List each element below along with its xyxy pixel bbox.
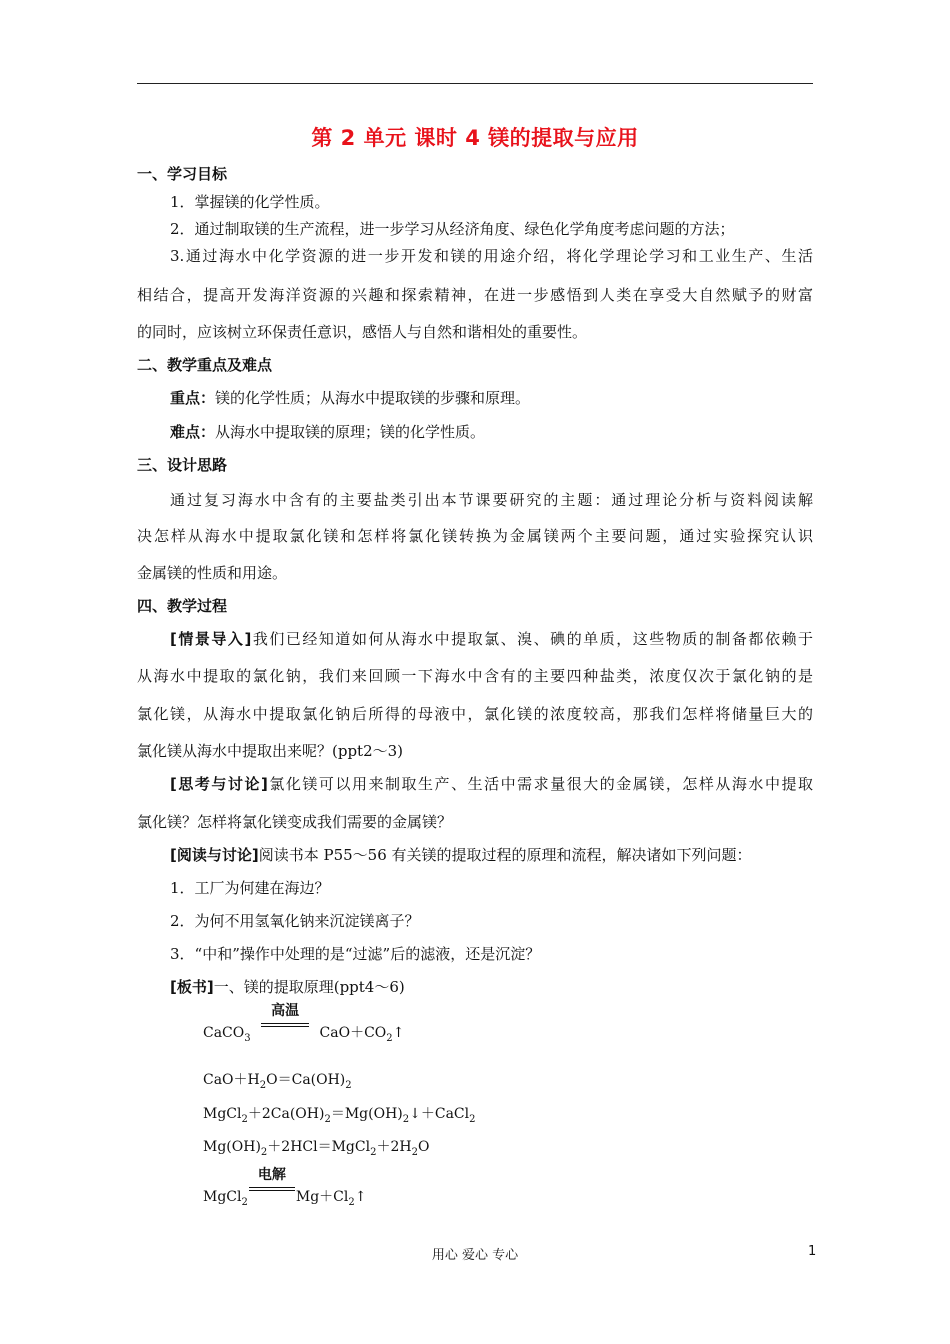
focus-label: 重点：	[170, 389, 216, 407]
design-line-3: 金属镁的性质和用途。	[137, 564, 288, 582]
eq4-part-c: ＋2H	[376, 1139, 412, 1155]
goal-3-line-3: 的同时，应该树立环保责任意识，感悟人与自然和谐相处的重要性。	[137, 323, 588, 341]
intro-text-1: 我们已经知道如何从海水中提取氯、溴、碘的单质，这些物质的制备都依赖于	[251, 630, 813, 648]
think-text-1: 氯化镁可以用来制取生产、生活中需求量很大的金属镁，怎样从海水中提取	[267, 775, 813, 793]
think-line-1	[170, 774, 813, 794]
goal-1: 1．掌握镁的化学性质。	[170, 193, 330, 211]
difficulty-line	[170, 422, 485, 442]
eq5-product-sub: 2	[348, 1196, 355, 1208]
eq3-part-b: ＋2Ca(OH)	[247, 1106, 325, 1122]
design-line-2: 决怎样从海水中提取氯化镁和怎样将氯化镁转换为金属镁两个主要问题，通过实验探究认识	[137, 527, 813, 545]
difficulty-label: 难点：	[170, 423, 216, 441]
question-3: 3．“中和”操作中处理的是“过滤”后的滤液，还是沉淀？	[170, 945, 541, 963]
board-label: [板书]	[170, 978, 214, 996]
eq5-gas-arrow: ↑	[354, 1189, 367, 1205]
equation-hydrochloric-acid	[203, 1137, 429, 1163]
goal-2: 2．通过制取镁的生产流程，进一步学习从经济角度、绿色化学角度考虑问题的方法；	[170, 220, 735, 238]
eq2-part-a: CaO＋H	[203, 1072, 260, 1088]
eq1-product: CaO＋CO	[319, 1025, 387, 1041]
goal-3-line-1: 3.通过海水中化学资源的进一步开发和镁的用途介绍，将化学理论学习和工业生产、生活	[170, 247, 813, 265]
intro-line-1	[170, 629, 813, 649]
header-rule	[137, 83, 813, 84]
eq5-product: Mg＋Cl	[295, 1189, 349, 1205]
eq1-reactant-sub: 3	[244, 1032, 251, 1044]
eq1-reactant: CaCO	[203, 1025, 245, 1041]
eq4-part-d: O	[417, 1139, 430, 1155]
equation-lime-water	[203, 1070, 352, 1096]
equation-electrolysis	[203, 1167, 367, 1213]
eq4-sub-3: 2	[411, 1146, 418, 1158]
section-heading-goals: 一、学习目标	[137, 165, 228, 183]
focus-text: 镁的化学性质；从海水中提取镁的步骤和原理。	[215, 389, 531, 407]
section-heading-process: 四、教学过程	[137, 597, 228, 615]
intro-line-2: 从海水中提取的氯化钠，我们来回顾一下海水中含有的主要四种盐类，浓度仅次于氯化钠的是	[137, 667, 813, 685]
section-heading-design: 三、设计思路	[137, 456, 228, 474]
eq1-condition-label: 高温	[271, 1003, 300, 1019]
eq2-sub-1: 2	[259, 1079, 267, 1091]
eq4-part-a: Mg(OH)	[203, 1139, 261, 1155]
eq1-condition	[261, 1003, 309, 1037]
eq4-sub-1: 2	[260, 1146, 268, 1158]
read-label: [阅读与讨论]	[170, 846, 259, 864]
page-footer: 用心 爱心 专心	[431, 1248, 519, 1263]
eq5-double-bar	[249, 1187, 295, 1191]
eq1-double-bar	[261, 1023, 309, 1027]
eq4-part-b: ＋2HCl＝MgCl	[267, 1139, 371, 1155]
board-line	[170, 977, 405, 997]
eq4-sub-2: 2	[370, 1146, 377, 1158]
eq5-condition	[249, 1167, 295, 1201]
difficulty-text: 从海水中提取镁的原理；镁的化学性质。	[215, 423, 486, 441]
question-2: 2．为何不用氢氧化钠来沉淀镁离子？	[170, 912, 420, 930]
eq5-condition-label: 电解	[257, 1167, 286, 1183]
eq3-sub-3: 2	[402, 1113, 410, 1125]
eq3-part-c: ＝Mg(OH)	[330, 1106, 403, 1122]
intro-label: [情景导入]	[170, 630, 252, 648]
eq5-reactant-sub: 2	[241, 1196, 248, 1208]
think-label: [思考与讨论]	[170, 775, 268, 793]
design-line-1: 通过复习海水中含有的主要盐类引出本节课要研究的主题：通过理论分析与资料阅读解	[170, 491, 813, 509]
page-number: 1	[808, 1244, 817, 1259]
document-title: 第 2 单元 课时 4 镁的提取与应用	[311, 126, 639, 150]
eq1-gas-arrow: ↑	[392, 1025, 405, 1041]
goal-3-line-2: 相结合，提高开发海洋资源的兴趣和探索精神，在进一步感悟到人类在享受大自然赋予的财富	[137, 286, 813, 304]
eq2-sub-2: 2	[345, 1079, 352, 1091]
question-1: 1．工厂为何建在海边？	[170, 879, 330, 897]
eq2-part-b: O＝Ca(OH)	[266, 1072, 346, 1088]
eq3-part-d: ↓＋CaCl	[409, 1106, 470, 1122]
eq3-sub-2: 2	[324, 1113, 331, 1125]
intro-line-3: 氯化镁，从海水中提取氯化钠后所得的母液中，氯化镁的浓度较高，那我们怎样将储量巨大的	[137, 705, 813, 723]
intro-line-4: 氯化镁从海水中提取出来呢？(ppt2～3)	[137, 742, 404, 760]
board-text: 一、镁的提取原理(ppt4～6)	[213, 978, 405, 996]
eq5-reactant: MgCl	[203, 1189, 242, 1205]
read-line	[170, 845, 752, 865]
section-heading-keypoints: 二、教学重点及难点	[137, 356, 273, 374]
eq1-product-sub: 2	[386, 1032, 393, 1044]
equation-limestone-decomposition	[203, 1003, 405, 1049]
equation-magnesium-hydroxide	[203, 1104, 475, 1130]
eq3-sub-1: 2	[241, 1113, 248, 1125]
read-text: 阅读书本 P55～56 有关镁的提取过程的原理和流程，解决诸如下列问题：	[258, 846, 752, 864]
think-line-2: 氯化镁？怎样将氯化镁变成我们需要的金属镁？	[137, 813, 453, 831]
eq3-part-a: MgCl	[203, 1106, 242, 1122]
focus-line	[170, 388, 530, 408]
eq3-sub-4: 2	[469, 1113, 476, 1125]
